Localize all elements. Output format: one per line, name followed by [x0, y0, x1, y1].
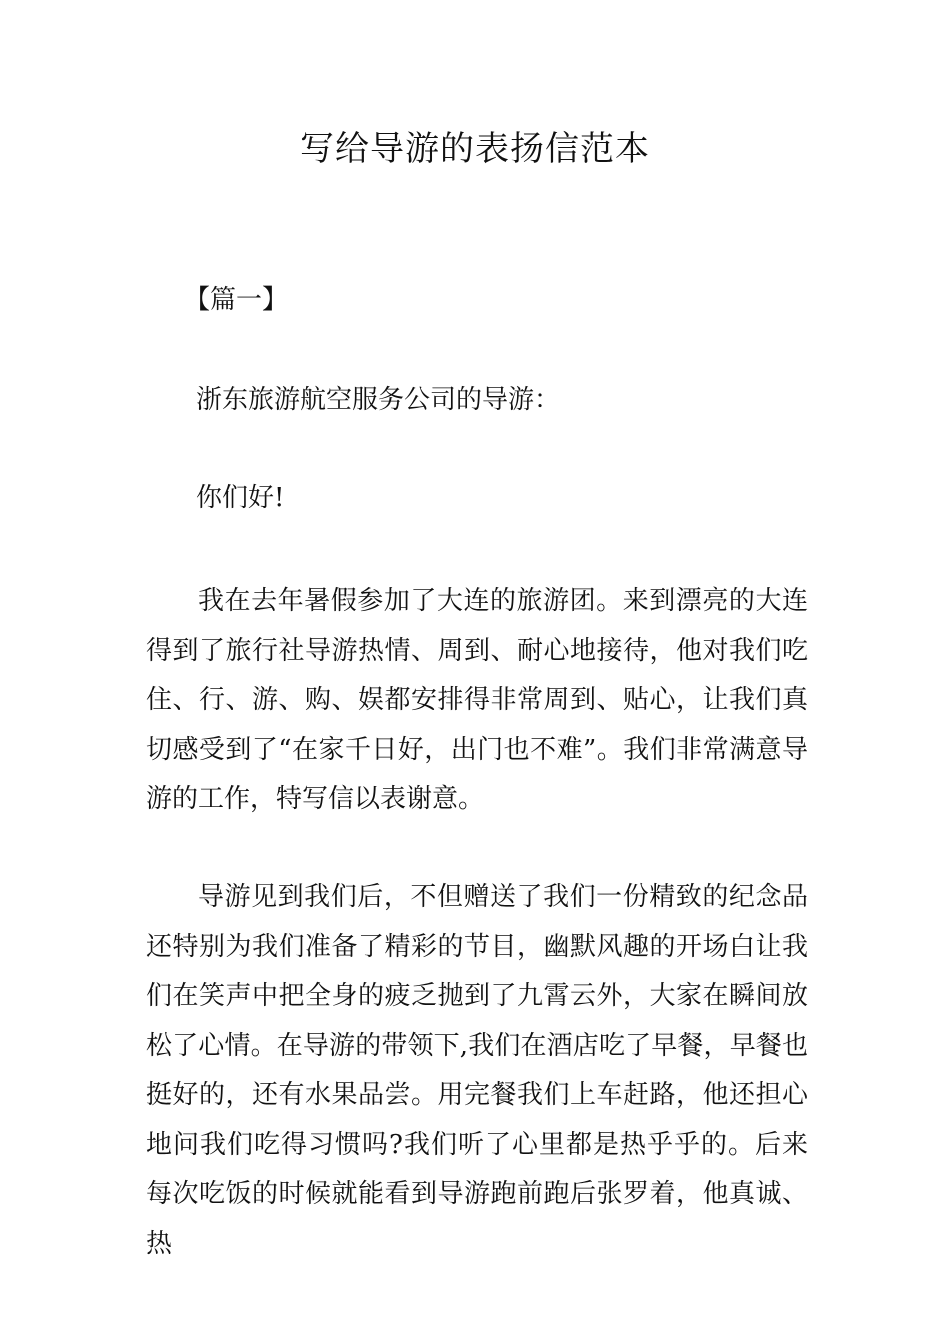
- letter-salutation: 浙东旅游航空服务公司的导游：: [196, 385, 561, 415]
- letter-greeting: 你们好!: [196, 483, 285, 513]
- section-heading: 【篇一】: [184, 285, 289, 315]
- body-paragraph-1: 我在去年暑假参加了大连的旅游团。来到漂亮的大连得到了旅行社导游热情、周到、耐心地接待，他对我们吃住、行、游、购、娱都安排得非常周到、贴心，让我们真切感受到了“在家千日好，出门也不难”。我们非常满意导游的工作，特写信以表谢意。: [146, 586, 808, 814]
- body-paragraph-2: 导游见到我们后，不但赠送了我们一份精致的纪念品还特别为我们准备了精彩的节目，幽默风趣的开场白让我们在笑声中把全身的疲乏抛到了九霄云外，大家在瞬间放松了心情。在导游的带领下,我们在酒店吃了早餐，早餐也挺好的，还有水果品尝。用完餐我们上车赶路，他还担心地问我们吃得习惯吗?我们听了心里都是热乎乎的。后来每次吃饭的时候就能看到导游跑前跑后张罗着，他真诚、热: [146, 882, 808, 1259]
- document-title: 写给导游的表扬信范本: [300, 129, 650, 169]
